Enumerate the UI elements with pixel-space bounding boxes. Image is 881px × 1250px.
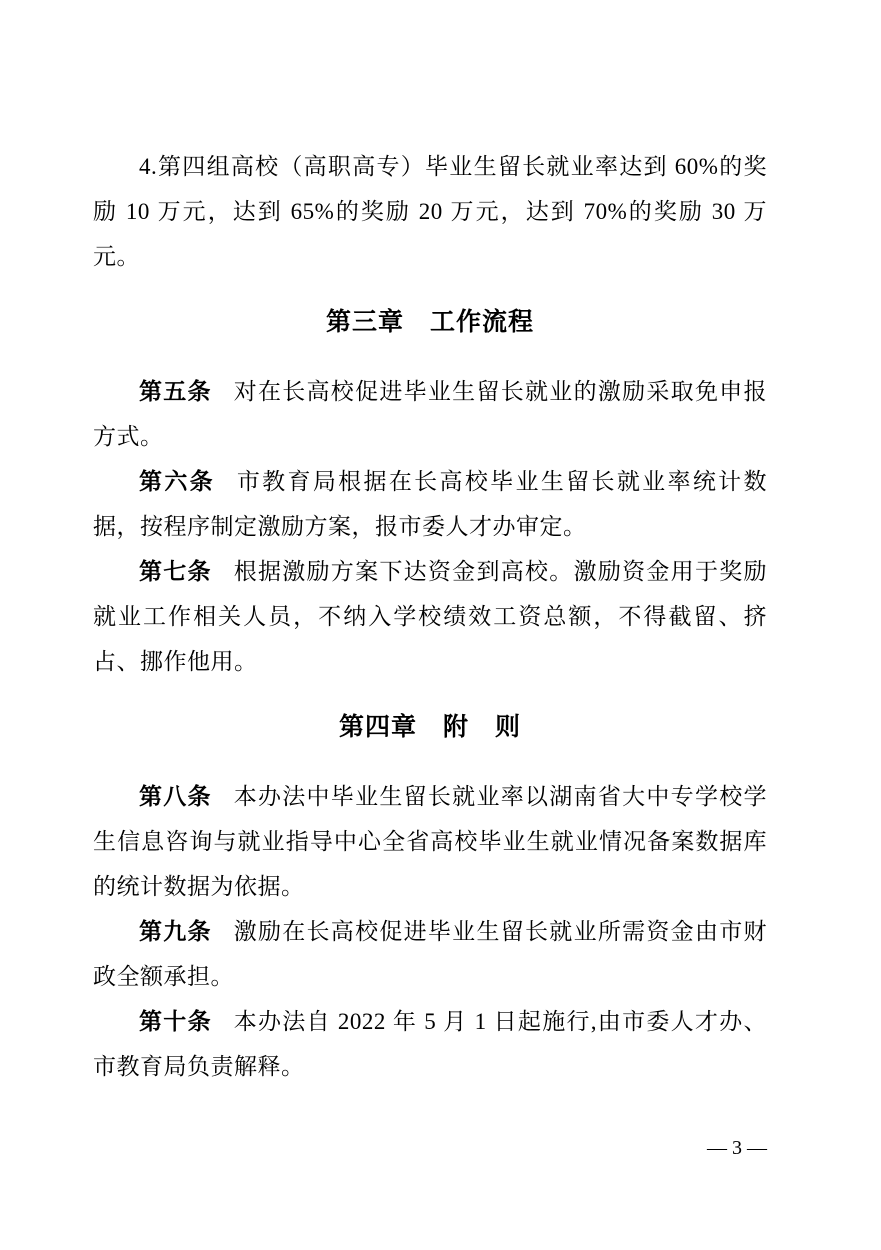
page-number: — 3 — [707, 1137, 767, 1159]
article-5-label: 第五条 [139, 379, 212, 404]
chapter-3-heading: 第三章 工作流程 [325, 308, 534, 336]
article-8-text: 本办法中毕业生留长就业率以湖南省大中专学校学生信息咨询与就业指导中心全省高校毕业生就业情况备案数据库的统计数据为依据。 [93, 784, 768, 899]
article-6-paragraph [93, 459, 767, 549]
article-9-paragraph [93, 909, 767, 999]
chapter-4-heading: 第四章 附 则 [338, 713, 521, 741]
article-8-paragraph [93, 774, 767, 909]
article-8-label: 第八条 [139, 784, 212, 809]
article-10-paragraph [93, 999, 767, 1089]
article-9-label: 第九条 [139, 919, 212, 944]
article-6-label: 第六条 [139, 469, 215, 494]
paragraph-item-4-text: 4.第四组高校（高职高专）毕业生留长就业率达到 60%的奖励 10 万元，达到 65%的奖励 20 万元，达到 70%的奖励 30 万元。 [93, 154, 767, 269]
paragraph-item-4 [93, 144, 767, 279]
article-10-text: 本办法自 2022 年 5 月 1 日起施行,由市委人才办、市教育局负责解释。 [93, 1009, 768, 1079]
article-6-text: 市教育局根据在长高校毕业生留长就业率统计数据，按程序制定激励方案，报市委人才办审定。 [93, 469, 768, 539]
article-7-paragraph [93, 549, 767, 684]
article-5-paragraph [93, 369, 767, 459]
article-10-label: 第十条 [139, 1009, 212, 1034]
article-7-text: 根据激励方案下达资金到高校。激励资金用于奖励就业工作相关人员，不纳入学校绩效工资总额，不得截留、挤占、挪作他用。 [93, 559, 768, 674]
article-7-label: 第七条 [139, 559, 212, 584]
article-9-text: 激励在长高校促进毕业生留长就业所需资金由市财政全额承担。 [93, 919, 768, 989]
article-5-text: 对在长高校促进毕业生留长就业的激励采取免申报方式。 [93, 379, 768, 449]
